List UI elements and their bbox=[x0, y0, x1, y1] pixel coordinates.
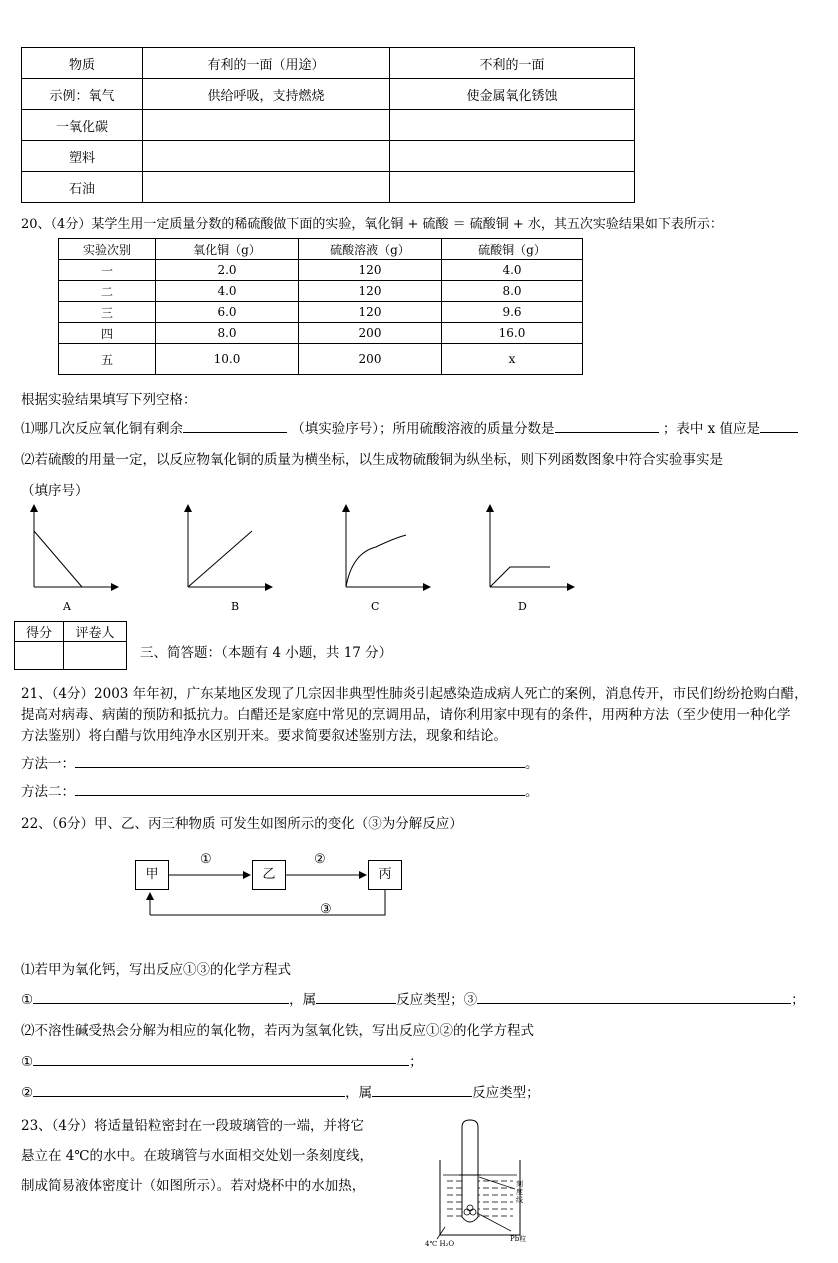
table-header: 氧化铜（g） bbox=[156, 239, 299, 260]
q21-method2 bbox=[21, 780, 539, 800]
answer-blank[interactable] bbox=[477, 989, 791, 1004]
q23-line3: 制成简易液体密度计（如图所示）。若对烧杯中的水加热， bbox=[21, 1178, 366, 1194]
period: 。 bbox=[525, 756, 539, 772]
graph-label-a: A bbox=[63, 600, 71, 613]
table-header: 硫酸溶液（g） bbox=[299, 239, 442, 260]
table-cell: 4.0 bbox=[156, 281, 299, 302]
substance-table bbox=[21, 47, 635, 203]
q23-line1: 23、（4分）将适量铅粒密封在一段玻璃管的一端，并将它 bbox=[21, 1118, 365, 1134]
table-header: 实验次别 bbox=[59, 239, 156, 260]
label: ① bbox=[21, 1054, 34, 1070]
table-cell: 4.0 bbox=[442, 260, 583, 281]
answer-blank[interactable] bbox=[372, 1082, 472, 1097]
table-cell: 9.6 bbox=[442, 302, 583, 323]
q20-p1b: （填实验序号）；所用硫酸溶液的质量分数是 bbox=[291, 421, 555, 437]
table-cell: 120 bbox=[299, 281, 442, 302]
table-cell bbox=[390, 141, 635, 172]
grader-cell[interactable] bbox=[64, 642, 127, 670]
q21-line2: 提高对病毒、病菌的预防和抵抗力。白醋还是家庭中常见的烹调用品，请你利用家中现有的条件，用两种方法（至少使用一种化学 bbox=[21, 707, 791, 723]
table-cell: 120 bbox=[299, 260, 442, 281]
answer-blank[interactable] bbox=[33, 1051, 409, 1066]
graph-c bbox=[346, 505, 430, 587]
table-cell: 二 bbox=[59, 281, 156, 302]
score-box bbox=[14, 621, 127, 670]
table-cell: 三 bbox=[59, 302, 156, 323]
table-cell: 120 bbox=[299, 302, 442, 323]
table-cell: x bbox=[442, 344, 583, 375]
table-cell: 16.0 bbox=[442, 323, 583, 344]
q22-part1: ⑴若甲为氧化钙，写出反应①③的化学方程式 bbox=[21, 962, 291, 978]
answer-blank[interactable] bbox=[33, 989, 289, 1004]
label: ，属 bbox=[345, 1085, 373, 1101]
node-jia: 甲 bbox=[135, 860, 169, 890]
table-cell bbox=[390, 172, 635, 203]
graph-label-d: D bbox=[518, 600, 527, 613]
answer-blank[interactable] bbox=[316, 989, 396, 1004]
q23-line2: 悬立在 4℃的水中。在玻璃管与水面相交处划一条刻度线， bbox=[21, 1148, 373, 1164]
experiment-table bbox=[58, 238, 583, 375]
label: 反应类型； bbox=[472, 1085, 540, 1101]
table-header: 物质 bbox=[22, 48, 143, 79]
table-cell: 一氧化碳 bbox=[22, 110, 143, 141]
table-cell: 10.0 bbox=[156, 344, 299, 375]
method2-label: 方法二： bbox=[21, 784, 75, 800]
table-cell: 使金属氧化锈蚀 bbox=[390, 79, 635, 110]
table-cell bbox=[143, 141, 390, 172]
answer-blank[interactable] bbox=[33, 1082, 345, 1097]
table-cell: 石油 bbox=[22, 172, 143, 203]
q20-p1c: ；表中 x 值应是 bbox=[662, 421, 761, 437]
label: ，属 bbox=[289, 992, 317, 1008]
function-graphs bbox=[0, 495, 620, 620]
label: ① bbox=[21, 992, 34, 1008]
node-bing: 丙 bbox=[368, 860, 402, 890]
period: 。 bbox=[525, 784, 539, 800]
table-cell bbox=[143, 110, 390, 141]
arrow-label-1: ① bbox=[200, 852, 212, 867]
node-yi: 乙 bbox=[252, 860, 286, 890]
table-cell: 塑料 bbox=[22, 141, 143, 172]
table-cell: 8.0 bbox=[442, 281, 583, 302]
graph-d bbox=[490, 505, 574, 587]
q20-part2: ⑵若硫酸的用量一定，以反应物氧化铜的质量为横坐标，以生成物硫酸铜为纵坐标，则下列函数图象中符合实验事实是 bbox=[21, 452, 723, 468]
method1-label: 方法一： bbox=[21, 756, 75, 772]
scale-line-label: 刻度线 bbox=[516, 1180, 523, 1204]
q21-method1 bbox=[21, 752, 539, 772]
graph-b bbox=[188, 505, 272, 587]
table-cell: 四 bbox=[59, 323, 156, 344]
q22-part2-answer1 bbox=[21, 1050, 423, 1070]
pb-label: Pb粒 bbox=[510, 1235, 527, 1243]
label: ； bbox=[791, 992, 805, 1008]
table-cell: 8.0 bbox=[156, 323, 299, 344]
q22-stem: 22、（6分）甲、乙、丙三种物质 可发生如图所示的变化（③为分解反应） bbox=[21, 816, 463, 832]
beaker-figure bbox=[415, 1115, 555, 1255]
table-header: 有利的一面（用途） bbox=[143, 48, 390, 79]
table-cell: 200 bbox=[299, 344, 442, 375]
table-header: 不利的一面 bbox=[390, 48, 635, 79]
table-header: 硫酸铜（g） bbox=[442, 239, 583, 260]
table-cell: 示例：氧气 bbox=[22, 79, 143, 110]
q22-part2-answer2 bbox=[21, 1081, 540, 1101]
arrow-label-3: ③ bbox=[320, 902, 332, 917]
score-cell[interactable] bbox=[15, 642, 64, 670]
label: 反应类型；③ bbox=[396, 992, 478, 1008]
q20-p1a: ⑴哪几次反应氧化铜有剩余 bbox=[21, 421, 183, 437]
arrow-label-2: ② bbox=[314, 852, 326, 867]
answer-blank[interactable] bbox=[183, 418, 287, 433]
table-cell bbox=[390, 110, 635, 141]
table-cell: 供给呼吸，支持燃烧 bbox=[143, 79, 390, 110]
q21-line3: 方法鉴别）将白醋与饮用纯净水区别开来。要求简要叙述鉴别方法，现象和结论。 bbox=[21, 728, 507, 744]
water-label: 4℃ H₂O bbox=[425, 1240, 455, 1248]
graph-label-b: B bbox=[231, 600, 240, 613]
label: ； bbox=[409, 1054, 423, 1070]
q22-part2: ⑵不溶性碱受热会分解为相应的氧化物，若丙为氢氧化铁，写出反应①②的化学方程式 bbox=[21, 1023, 534, 1039]
table-cell: 五 bbox=[59, 344, 156, 375]
q20-part2b: （填序号） bbox=[21, 483, 89, 499]
score-label: 得分 bbox=[15, 622, 64, 642]
graph-label-c: C bbox=[371, 600, 380, 613]
q20-stem: 20、（4分）某学生用一定质量分数的稀硫酸做下面的实验，氧化铜 + 硫酸 ＝ 硫酸铜 + 水，其五次实验结果如下表所示： bbox=[21, 217, 723, 232]
q20-intro: 根据实验结果填写下列空格： bbox=[21, 392, 197, 408]
table-cell: 一 bbox=[59, 260, 156, 281]
table-cell bbox=[143, 172, 390, 203]
table-cell: 2.0 bbox=[156, 260, 299, 281]
grader-label: 评卷人 bbox=[64, 622, 127, 642]
label: ② bbox=[21, 1085, 34, 1101]
table-cell: 6.0 bbox=[156, 302, 299, 323]
table-cell: 200 bbox=[299, 323, 442, 344]
answer-blank[interactable] bbox=[75, 753, 525, 768]
graph-a bbox=[34, 505, 118, 587]
answer-blank[interactable] bbox=[75, 781, 525, 796]
q21-line1: 21、（4分）2003 年年初，广东某地区发现了几宗因非典型性肺炎引起感染造成病人死亡的案例，消息传开，市民们纷纷抢购白醋， bbox=[21, 686, 808, 702]
q22-part1-answer bbox=[21, 988, 805, 1008]
answer-blank[interactable] bbox=[760, 418, 798, 433]
answer-blank[interactable] bbox=[555, 418, 659, 433]
q20-part1 bbox=[21, 417, 798, 437]
section-title: 三、简答题：（本题有 4 小题，共 17 分） bbox=[140, 645, 393, 661]
